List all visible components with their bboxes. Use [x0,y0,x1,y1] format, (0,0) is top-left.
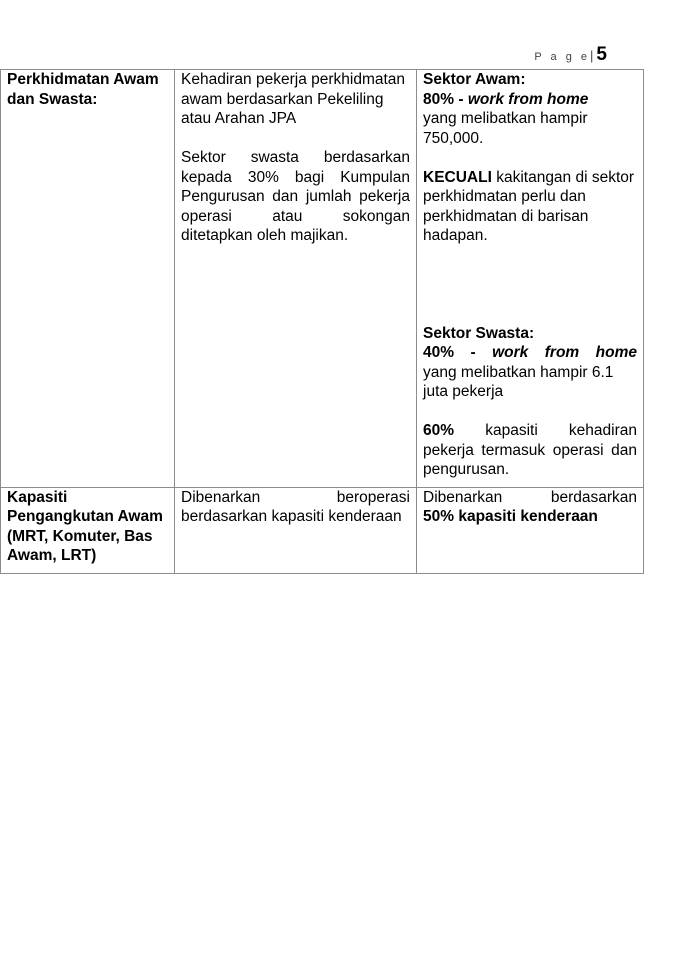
table-row-transport [1,487,644,573]
transport-capacity-line2: 50% kapasiti kenderaan [423,508,598,525]
private-sector-text: Sektor swasta berdasarkan kepada 30% bagi Kumpulan Pengurusan dan jumlah pekerja operasi atau sokongan ditetapkan oleh majikan. [181,149,410,244]
row-label-text: Perkhidmatan Awam dan Swasta: [7,71,159,108]
exception-keyword: KECUALI [423,168,492,186]
transport-capacity-cell [417,487,644,573]
transport-operation-text: Dibenarkan beroperasi berdasarkan kapasiti kenderaan [181,488,410,525]
private-wfh-desc: yang melibatkan hampir 6.1 juta pekerja [423,363,614,400]
private-sector-heading: Sektor Swasta: [423,324,535,342]
page-label: P a g e [534,51,591,63]
private-wfh-label: work from home [492,344,638,361]
table-row-services [1,70,644,488]
policy-table [0,69,644,574]
services-requirement-cell [175,70,417,488]
exception-desc: kakitangan di sektor perkhidmatan perlu dan perkhidmatan di barisan hadapan. [423,168,635,244]
public-wfh-desc: yang melibatkan hampir 750,000. [423,110,588,147]
row-label-transport [1,487,175,573]
private-wfh-percent: 40% - [423,344,476,361]
public-wfh-label: work from home [467,90,589,108]
transport-requirement-cell [175,487,417,573]
public-sector-heading: Sektor Awam: [423,71,526,88]
attendance-percent: 60% [423,422,455,439]
page-separator: | [590,48,594,63]
public-wfh-percent: 80% - [423,90,464,108]
page-header [534,44,607,66]
services-capacity-cell [417,70,644,488]
public-attendance-text: Kehadiran pekerja perkhidmatan awam berdasarkan Pekeliling atau Arahan JPA [181,71,406,127]
transport-capacity-line1: Dibenarkan berdasarkan [423,488,637,506]
page-number: 5 [596,44,607,65]
row-label-services [1,70,175,488]
row-label-text: Kapasiti Pengangkutan Awam (MRT, Komuter, Bas Awam, LRT) [7,488,163,564]
attendance-desc: kapasiti kehadiran pekerja termasuk operasi dan pengurusan. [423,422,637,478]
